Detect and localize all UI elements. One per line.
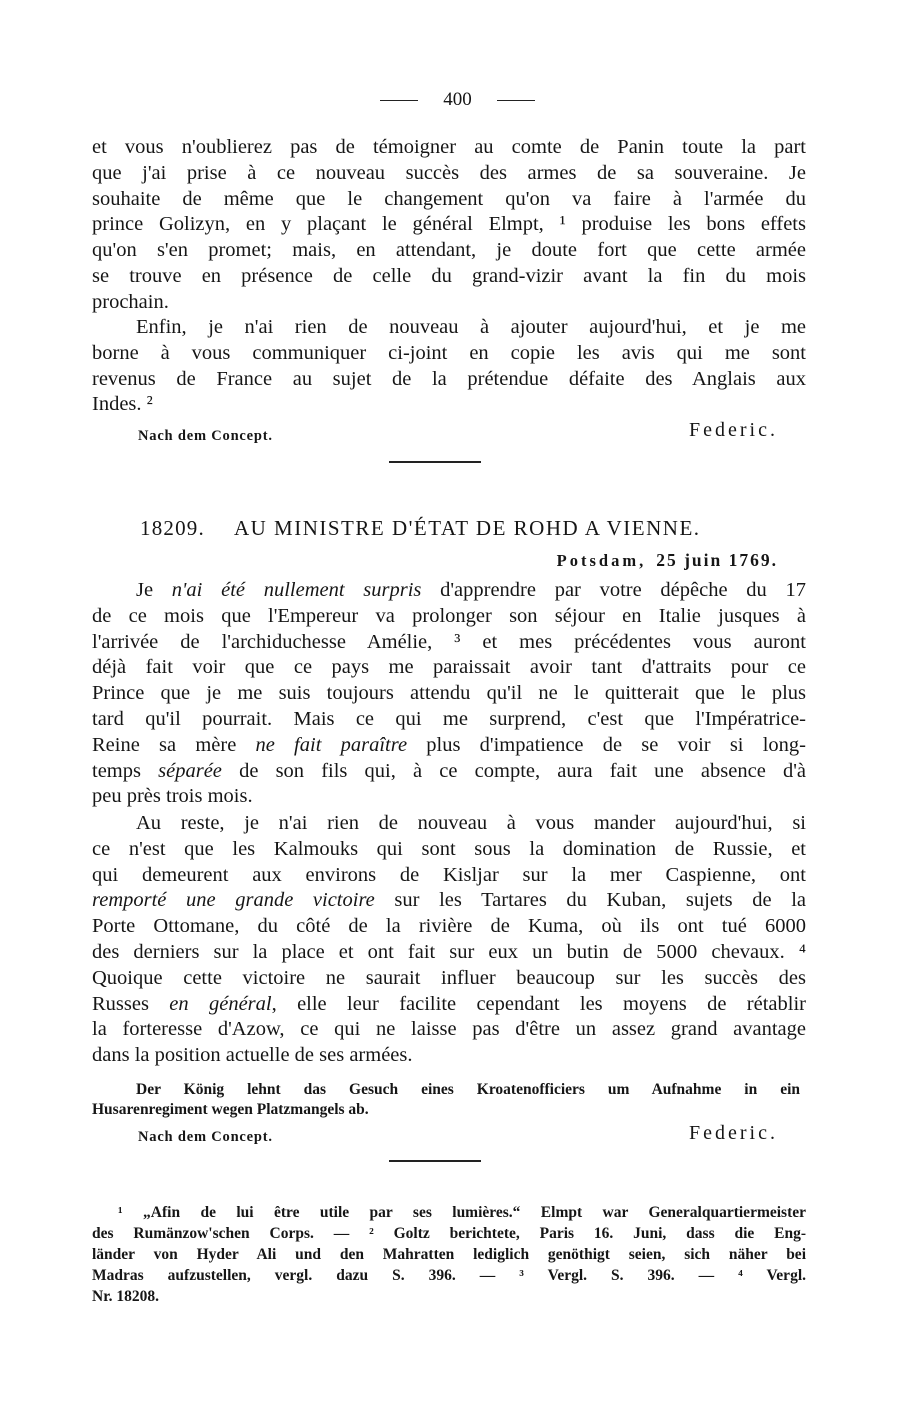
page-number-dash-right — [497, 100, 535, 101]
italic-text: ne fait paraître — [255, 733, 408, 756]
text-line: Indes. ² — [92, 393, 153, 416]
text-line — [92, 733, 806, 759]
letter-title: AU MINISTRE D'ÉTAT DE ROHD A VIENNE. — [233, 516, 701, 540]
text-line: dans la position actuelle de ses armées. — [92, 1044, 413, 1067]
text-line: Porte Ottomane, du côté de la rivière de Kuma, où ils ont tué 6000 — [92, 915, 806, 938]
roman-text: de son fils qui, à ce compte, aura fait une absence d'à — [221, 759, 807, 782]
letter-number: 18209. — [140, 516, 205, 540]
text-line: peu près trois mois. — [92, 785, 253, 808]
text-line: Au reste, je n'ai rien de nouveau à vous mander aujourd'hui, si — [136, 812, 806, 834]
text-line: borne à vous communiquer ci-joint en copie les avis qui me sont — [92, 341, 806, 364]
text-line: Der König lehnt das Gesuch eines Kroatenofficiers um Aufnahme in ein — [136, 1081, 800, 1098]
source-note: Nach dem Concept. — [138, 428, 273, 444]
text-line: Husarenregiment wegen Platzmangels ab. — [92, 1101, 369, 1118]
text-line: prince Golizyn, en y plaçant le général Elmpt, ¹ produise les bons effets — [92, 213, 806, 236]
roman-text: Je — [136, 579, 172, 601]
dateline-date: 25 juin 1769. — [656, 550, 778, 570]
text-line: qu'on s'en promet; mais, en attendant, je doute fort que cette armée — [92, 239, 806, 262]
text-line: revenus de France au sujet de la prétendue défaite des Anglais aux — [92, 367, 806, 390]
text-line: Enfin, je n'ai rien de nouveau à ajouter aujourd'hui, et je me — [136, 316, 806, 338]
previous-letter-paragraph — [92, 315, 806, 418]
text-line: tard qu'il pourrait. Mais ce qui me surprend, c'est que l'Impératrice- — [92, 707, 806, 730]
source-note: Nach dem Concept. — [138, 1129, 273, 1145]
text-line: ce n'est que les Kalmouks qui sont sous la domination de Russie, et — [92, 837, 806, 860]
text-line: prochain. — [92, 290, 169, 313]
text-line: et vous n'oublierez pas de témoigner au comte de Panin toute la part — [92, 136, 806, 158]
text-line: que j'ai prise à ce nouveau succès des armes de sa souveraine. Je — [92, 161, 806, 184]
text-line: Quoique cette victoire ne saurait influer beaucoup sur les succès des — [92, 966, 806, 989]
section-divider — [389, 461, 481, 463]
letter-heading — [140, 515, 701, 541]
dateline-place: Potsdam, — [556, 551, 647, 570]
roman-text: Russes — [92, 992, 170, 1015]
text-line: Nr. 18208. — [92, 1288, 160, 1305]
text-line: Prince que je me suis toujours attendu qu'il ne le quitterait que le plus — [92, 682, 806, 705]
signature: Federic. — [689, 419, 778, 441]
text-line — [92, 578, 806, 604]
previous-letter-paragraph — [92, 135, 806, 316]
text-line: déjà fait voir que ce pays me paraissait avoir tant d'attraits pour ce — [92, 656, 806, 679]
text-line: l'arrivée de l'archiduchesse Amélie, ³ et mes précédentes vous auront — [92, 630, 806, 653]
roman-text: d'apprendre par votre dépêche du 17 — [421, 579, 807, 601]
summary-note — [92, 1080, 800, 1120]
dateline — [557, 548, 778, 574]
italic-text: en général — [169, 992, 272, 1015]
text-line: ¹ „Afin de lui être utile par ses lumières.“ Elmpt war Generalquartiermeister — [118, 1204, 806, 1221]
text-line: des Rumänzow'schen Corps. — ² Goltz berichtete, Paris 16. Juni, dass die Eng- — [92, 1225, 806, 1242]
page-number: 400 — [443, 89, 472, 110]
text-line: de ce mois que l'Empereur va prolonger son séjour en Italie jusques à — [92, 604, 806, 627]
text-line: souhaite de même que le changement qu'on va faire à l'armée du — [92, 187, 806, 210]
roman-text: , elle leur facilite cependant les moyens de rétablir — [271, 992, 806, 1015]
italic-text: remporté une grande victoire — [92, 889, 375, 912]
italic-text: n'ai été nullement surpris — [171, 579, 422, 601]
text-line: des derniers sur la place et ont fait sur eux un butin de 5000 chevaux. ⁴ — [92, 940, 806, 963]
roman-text: Reine sa mère — [92, 733, 256, 756]
footnote-divider — [389, 1160, 481, 1162]
roman-text: sur les Tartares du Kuban, sujets de la — [374, 889, 807, 912]
text-line: länder von Hyder Ali und den Mahratten lediglich genöthigt seien, sich näher bei — [92, 1246, 806, 1263]
text-line: qui demeurent aux environs de Kisljar sur la mer Caspienne, ont — [92, 863, 806, 886]
letter-paragraph — [92, 578, 806, 810]
text-line — [92, 759, 806, 785]
text-line — [92, 992, 806, 1018]
footnotes — [92, 1202, 806, 1307]
letter-paragraph — [92, 811, 806, 1069]
text-line: se trouve en présence de celle du grand-vizir avant la fin du mois — [92, 264, 806, 287]
italic-text: séparée — [158, 759, 222, 782]
roman-text: temps — [92, 759, 159, 782]
text-line — [92, 888, 806, 914]
signature: Federic. — [689, 1122, 778, 1144]
page-number-dash-left — [380, 100, 418, 101]
roman-text: plus d'impatience de se voir si long- — [407, 733, 806, 756]
text-line: Madras aufzustellen, vergl. dazu S. 396. — ³ Vergl. S. 396. — ⁴ Vergl. — [92, 1267, 806, 1284]
text-line: la forteresse d'Azow, ce qui ne laisse pas d'être un assez grand avantage — [92, 1018, 806, 1041]
